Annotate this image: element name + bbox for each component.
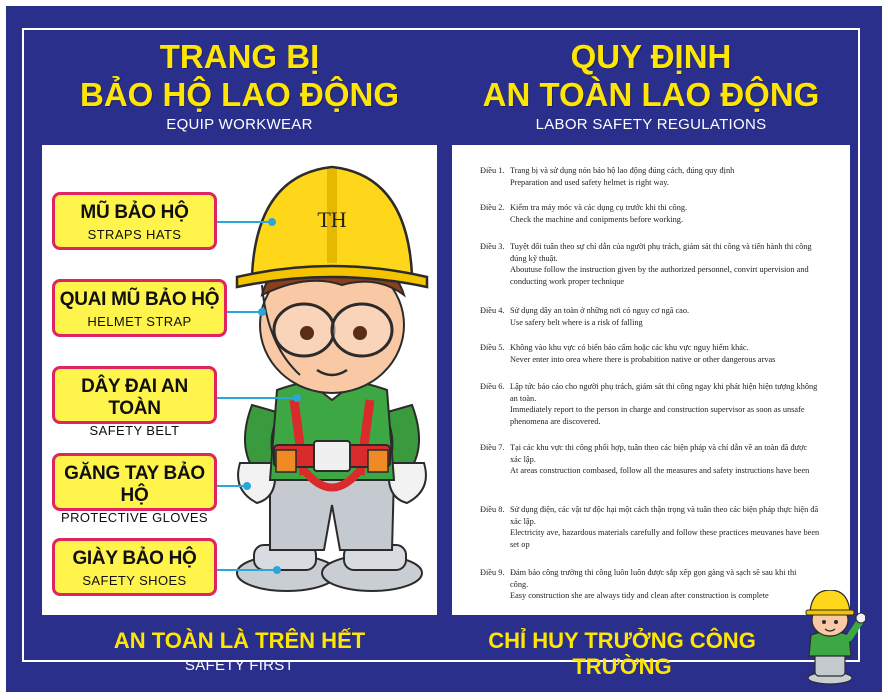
rule-text-vi: Không vào khu vực có biển báo cấm hoặc các khu vực nguy hiểm khác. xyxy=(510,343,749,352)
rule-text-en: Immediately report to the person in charge and construction supervisor as soon as unsafe phenomena are discovered. xyxy=(510,405,805,426)
rule-number: Điều 4. xyxy=(480,306,505,315)
label-vi: MŨ BẢO HỘ xyxy=(80,202,189,223)
connector-dot-belt xyxy=(293,394,301,402)
rule-text-vi: Kiểm tra máy móc và các dụng cụ trước khi thi công. xyxy=(510,203,688,212)
rule-3 xyxy=(480,241,820,287)
regulations-panel xyxy=(452,145,850,615)
rule-5 xyxy=(480,342,820,365)
rule-6 xyxy=(480,381,820,427)
rule-text-vi: Sử dụng dây an toàn ở những nơi có nguy cơ ngã cao. xyxy=(510,306,690,315)
rule-number: Điều 6. xyxy=(480,382,505,391)
left-title-line1: TRANG BỊ xyxy=(159,38,320,75)
rule-text-en: Preparation and used safety helmet is right way. xyxy=(510,177,669,187)
right-title-line1: QUY ĐỊNH xyxy=(570,38,732,75)
rule-text-vi: Trang bị và sử dụng nón bảo hộ lao động đúng cách, đúng quy định xyxy=(510,166,735,175)
rule-number: Điều 1. xyxy=(480,166,505,175)
rule-text-en: Electricity ave, hazardous materials carefully and follow these practices meuvanes have been set op xyxy=(510,528,820,549)
connector-dot-strap xyxy=(258,308,266,316)
label-vi: GĂNG TAY BẢO HỘ xyxy=(64,463,205,506)
rule-text-vi: Sử dụng điện, các vật tư độc hại một cách thận trọng và tuân theo các biện pháp thực hiện đã xác lập. xyxy=(510,505,819,526)
rule-number: Điều 2. xyxy=(480,203,505,212)
rule-7 xyxy=(480,442,820,477)
rule-text-vi: Tuyệt đối tuân theo sự chỉ dẫn của người phụ trách, giám sát thi công và tiến hành thi công đúng kỹ thuật. xyxy=(510,242,812,263)
rule-2 xyxy=(480,202,820,225)
left-subtitle: EQUIP WORKWEAR xyxy=(166,116,313,133)
rule-number: Điều 9. xyxy=(480,568,505,577)
connector-dot-gloves xyxy=(243,482,251,490)
rule-text-vi: Đảm bảo công trường thi công luôn luôn được sắp xếp gọn gàng và sạch sẽ sau khi thi công. xyxy=(510,568,797,589)
rule-8 xyxy=(480,504,820,550)
rule-number: Điều 3. xyxy=(480,242,505,251)
label-safety-belt xyxy=(52,366,217,438)
rule-number: Điều 5. xyxy=(480,343,505,352)
connector-belt xyxy=(217,397,297,399)
rule-text-vi: Tại các khu vực thi công phổi hợp, tuân theo các biện pháp và chỉ dẫn về an toàn đã được xác lập. xyxy=(510,443,808,464)
rule-text-en: At areas construction combased, follow all the measures and safety instructions have been xyxy=(510,466,810,475)
connector-shoes xyxy=(217,569,277,571)
connector-dot-hat xyxy=(268,218,276,226)
right-subtitle: LABOR SAFETY REGULATIONS xyxy=(535,116,767,133)
label-en: PROTECTIVE GLOVES xyxy=(61,510,208,525)
rule-4 xyxy=(480,305,820,328)
helmet-logo: TH xyxy=(317,207,347,232)
label-protective-gloves xyxy=(52,453,217,525)
label-straps-hats xyxy=(52,192,217,250)
rule-text-vi: Lập tức báo cáo cho người phụ trách, giám sát thi công ngay khi phát hiện hiện tượng không an toàn. xyxy=(510,382,818,403)
label-en: HELMET STRAP xyxy=(87,314,192,329)
footer-site-commander: CHỈ HUY TRƯỞNG CÔNG TRƯỜNG xyxy=(488,628,756,679)
left-title-line2: BẢO HỘ LAO ĐỘNG xyxy=(80,76,399,113)
rule-text-en: Easy construction she are always tidy and clean after construction is complete xyxy=(510,591,769,600)
right-title-line2: AN TOÀN LAO ĐỘNG xyxy=(482,76,820,113)
rule-text-en: Check the machine and conipments before working. xyxy=(510,214,684,224)
label-vi: DÂY ĐAI AN TOÀN xyxy=(81,376,188,419)
label-en: SAFETY SHOES xyxy=(82,573,187,588)
rule-text-en: Aboutuse follow the instruction given by the authorized personnel, convirt upervision and conducting work proper technique xyxy=(510,265,809,286)
mascot-illustration xyxy=(795,590,865,685)
rule-number: Điều 8. xyxy=(480,505,505,514)
footer-safety-first-en: SAFETY FIRST xyxy=(184,657,295,674)
label-en: STRAPS HATS xyxy=(87,227,182,242)
rule-1 xyxy=(480,165,820,188)
footer-safety-first: AN TOÀN LÀ TRÊN HẾT xyxy=(113,628,366,653)
rule-9 xyxy=(480,567,800,602)
rule-text-en: Never enter into orea where there is probabition native or other dangerous arvas xyxy=(510,354,776,364)
rule-number: Điều 7. xyxy=(480,443,505,452)
equipment-panel xyxy=(42,145,437,615)
connector-dot-shoes xyxy=(273,566,281,574)
label-helmet-strap xyxy=(52,279,227,337)
label-vi: QUAI MŨ BẢO HỘ xyxy=(59,289,220,310)
rule-text-en: Use safery belt where is a risk of falling xyxy=(510,317,643,327)
label-vi: GIÀY BẢO HỘ xyxy=(72,548,197,569)
label-safety-shoes xyxy=(52,538,217,596)
connector-hat xyxy=(217,221,272,223)
label-en: SAFETY BELT xyxy=(89,423,180,438)
